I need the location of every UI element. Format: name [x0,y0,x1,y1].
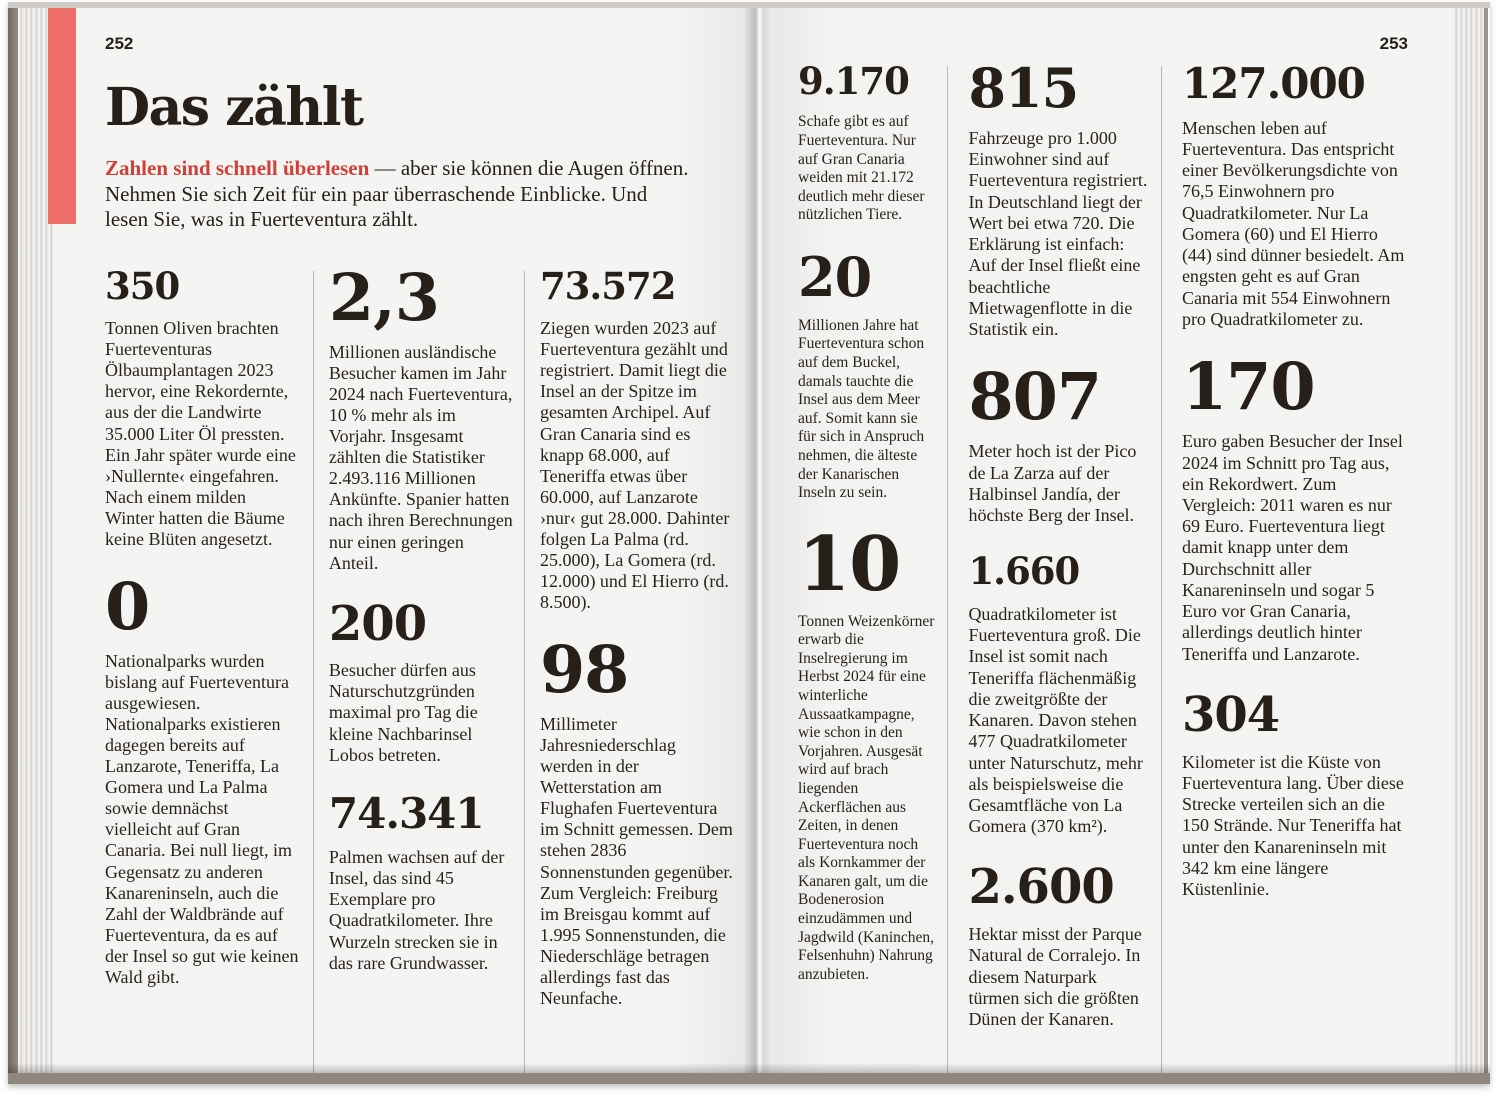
stats-column [947,56,1161,1073]
stat-value: 1.660 [968,549,1080,594]
stat-value: 127.000 [1181,59,1365,108]
stat-item [539,263,733,613]
stat-item [968,359,1149,526]
stat-text: Nationalparks wurden bislang auf Fuerteventura ausgewiesen. Nationalparks existieren dagegen bereits auf Lanzarote, Teneriffa, La Gomera und La Palma sowie demnächst vielleicht auf Gran Canaria. Bei null liegt, im Gegensatz zu anderen Kanareninseln, auch die Zahl der Waldbrände auf Fuerteventura, da es auf der Insel so gut wie keinen Wald gibt. [105,651,299,987]
stat-text: Kilometer ist die Küste von Fuerteventura lang. Über diese Strecke verteilen sich an die 150 Strände. Nur Teneriffa hat unter den Kanareninseln mit 342 km eine längere Küstenlinie. [1181,751,1404,900]
stat-item [1181,59,1408,330]
open-book [8,2,1490,1084]
left-page [55,8,745,1073]
stats-column [313,259,524,1073]
stat-item [105,568,299,988]
page-edges-right [1453,8,1488,1073]
stat-item [968,859,1149,1030]
stat-value: 200 [328,595,427,652]
stats-column [524,263,735,1073]
stat-value: 98 [539,631,629,708]
stat-item [105,263,299,550]
stat-item [1181,686,1408,900]
stat-value: 2,3 [328,259,439,336]
stat-item [328,259,514,574]
stat-item [968,56,1149,340]
stat-item [798,245,937,503]
stat-item [968,549,1149,837]
stat-value: 350 [105,263,180,308]
stat-text: Millionen Jahre hat Fuerteventura schon auf dem Buckel, damals tauchte die Insel aus dem Meer auf. Somit kann sie für sich in Anspruch nehmen, die älteste der Kanarischen Inseln zu sein. [798,316,925,502]
stat-item [798,59,937,225]
stat-value: 815 [968,56,1079,120]
stat-value: 73.572 [539,263,676,308]
stat-value: 9.170 [798,59,909,103]
stat-text: Hektar misst der Parque Natural de Corralejo. In diesem Naturpark türmen sich die größten Dünen der Kanaren. [968,924,1142,1030]
stat-value: 74.341 [328,788,484,838]
stat-text: Tonnen Oliven brachten Fuerteventuras Ölbaumplantagen 2023 hervor, eine Rekordernte, aus der die Landwirte 35.000 Liter Öl pressten. Ein Jahr später wurde eine ›Nullernte‹ eingefahren. Nach einem milden Winter hatten die Bäume keine Blüten angesetzt. [105,318,296,549]
stat-item [328,595,514,766]
stat-value: 807 [968,359,1102,436]
stat-value: 2.600 [968,859,1114,916]
stat-text: Fahrzeuge pro 1.000 Einwohner sind auf Fuerteventura registriert. In Deutschland liegt der Wert bei etwa 720. Die Erklärung ist einfach: Auf der Insel fließt eine beachtliche Mietwagenflotte in die Statistik ein. [968,127,1148,339]
stat-item [328,788,514,974]
stats-column [105,263,313,1073]
stat-text: Tonnen Weizenkörner erwarb die Inselregierung im Herbst 2024 für eine winterliche Aussaatkampagne, wie schon in den Vorjahren. Ausgesät wird auf brach liegenden Ackerflächen aus Zeiten, in denen Fuerteventura noch als Kornkammer der Kanaren galt, um die Bodenerosion einzudämmen und Jagdwild (Kaninchen, Felsenhuhn) Nahrung anzubieten. [798,612,935,983]
stat-value: 304 [1181,686,1280,743]
stat-text: Palmen wachsen auf der Insel, das sind 45 Exemplare pro Quadratkilometer. Ihre Wurzeln strecken sie in das rare Grundwasser. [328,847,505,973]
page-title: Das zählt [105,77,363,138]
stat-item [1181,349,1408,665]
stat-text: Euro gaben Besucher der Insel 2024 im Schnitt pro Tag aus, ein Rekordwert. Zum Vergleich: 2011 waren es nur 69 Euro. Fuerteventura liegt damit knapp unter dem Durchschnitt aller Kanareninseln und sogar 5 Euro vor Gran Canaria, allerdings deutlich hinter Teneriffa und Lanzarote. [1181,431,1403,664]
stat-text: Millimeter Jahresniederschlag werden in der Wetterstation am Flughafen Fuerteventura im Schnitt gemessen. Dem stehen 2836 Sonnenstunden gegenüber. Zum Vergleich: Freiburg im Breisgau kommt auf 1.995 Sonnenstunden, die Niederschläge betragen allerdings fast das Neunfache. [539,714,733,1008]
stat-value: 20 [798,245,872,309]
stat-text: Menschen leben auf Fuerteventura. Das entspricht einer Bevölkerungsdichte von 76,5 Einwohnern pro Quadratkilometer. Nur La Gomera (60) und El Hierro (44) sind dünner besiedelt. Am engsten geht es auf Gran Canaria mit 554 Einwohnern pro Quadratkilometer zu. [1181,117,1405,329]
stat-item [539,631,733,1009]
stat-value: 170 [1181,349,1315,426]
book-spine [745,8,773,1073]
page-number: 252 [105,34,134,53]
page-number: 253 [1379,34,1408,53]
stats-columns [105,259,735,1073]
chapter-tab-marker [48,8,76,224]
intro-highlight: Zahlen sind schnell überlesen [105,156,370,180]
right-page [773,8,1453,1073]
stat-text: Millionen ausländische Besucher kamen im Jahr 2024 nach Fuerteventura, 10 % mehr als im Vorjahr. Insgesamt zählten die Statistiker 2.493.116 Millionen Ankünfte. Spanier hatten nach ihren Berechnungen nur einen geringen Anteil. [328,342,513,573]
stat-text: Quadratkilometer ist Fuerteventura groß. Die Insel ist somit nach Teneriffa flächenmäßig die zweitgrößte der Kanaren. Davon stehen 477 Quadratkilometer unter Naturschutz, mehr als beispielsweise die Gesamtfläche von La Gomera (370 km²). [968,603,1143,837]
stat-text: Meter hoch ist der Pico de La Zarza auf der Halbinsel Jandía, der höchste Berg der Insel. [968,441,1137,526]
intro-rest: — aber sie können die Augen öffnen. Nehmen Sie sich Zeit für ein paar überraschende Einblicke. Und lesen Sie, was in Fuerteventura zählt. [105,156,689,232]
stat-value: 0 [105,568,150,645]
stat-text: Besucher dürfen aus Naturschutzgründen maximal pro Tag die kleine Nachbarinsel Lobos betreten. [328,660,478,765]
stat-item [798,519,937,985]
stats-column [1161,59,1408,1073]
stat-value: 10 [798,519,901,608]
stats-columns [798,56,1408,1073]
stats-column [798,59,947,1073]
intro-paragraph [105,156,690,233]
stat-text: Schafe gibt es auf Fuerteventura. Nur auf Gran Canaria weiden mit 21.172 deutlich mehr dieser nützlichen Tiere. [798,113,925,224]
stat-text: Ziegen wurden 2023 auf Fuerteventura gezählt und registriert. Damit liegt die Insel an der Spitze im gesamten Archipel. Auf Gran Canaria sind es knapp 68.000, auf Teneriffa etwas über 60.000, auf Lanzarote ›nur‹ gut 28.000. Dahinter folgen La Palma (rd. 25.000), La Gomera (rd. 12.000) und El Hierro (rd. 8.500). [539,318,730,612]
book-cover-edge [8,8,18,1073]
